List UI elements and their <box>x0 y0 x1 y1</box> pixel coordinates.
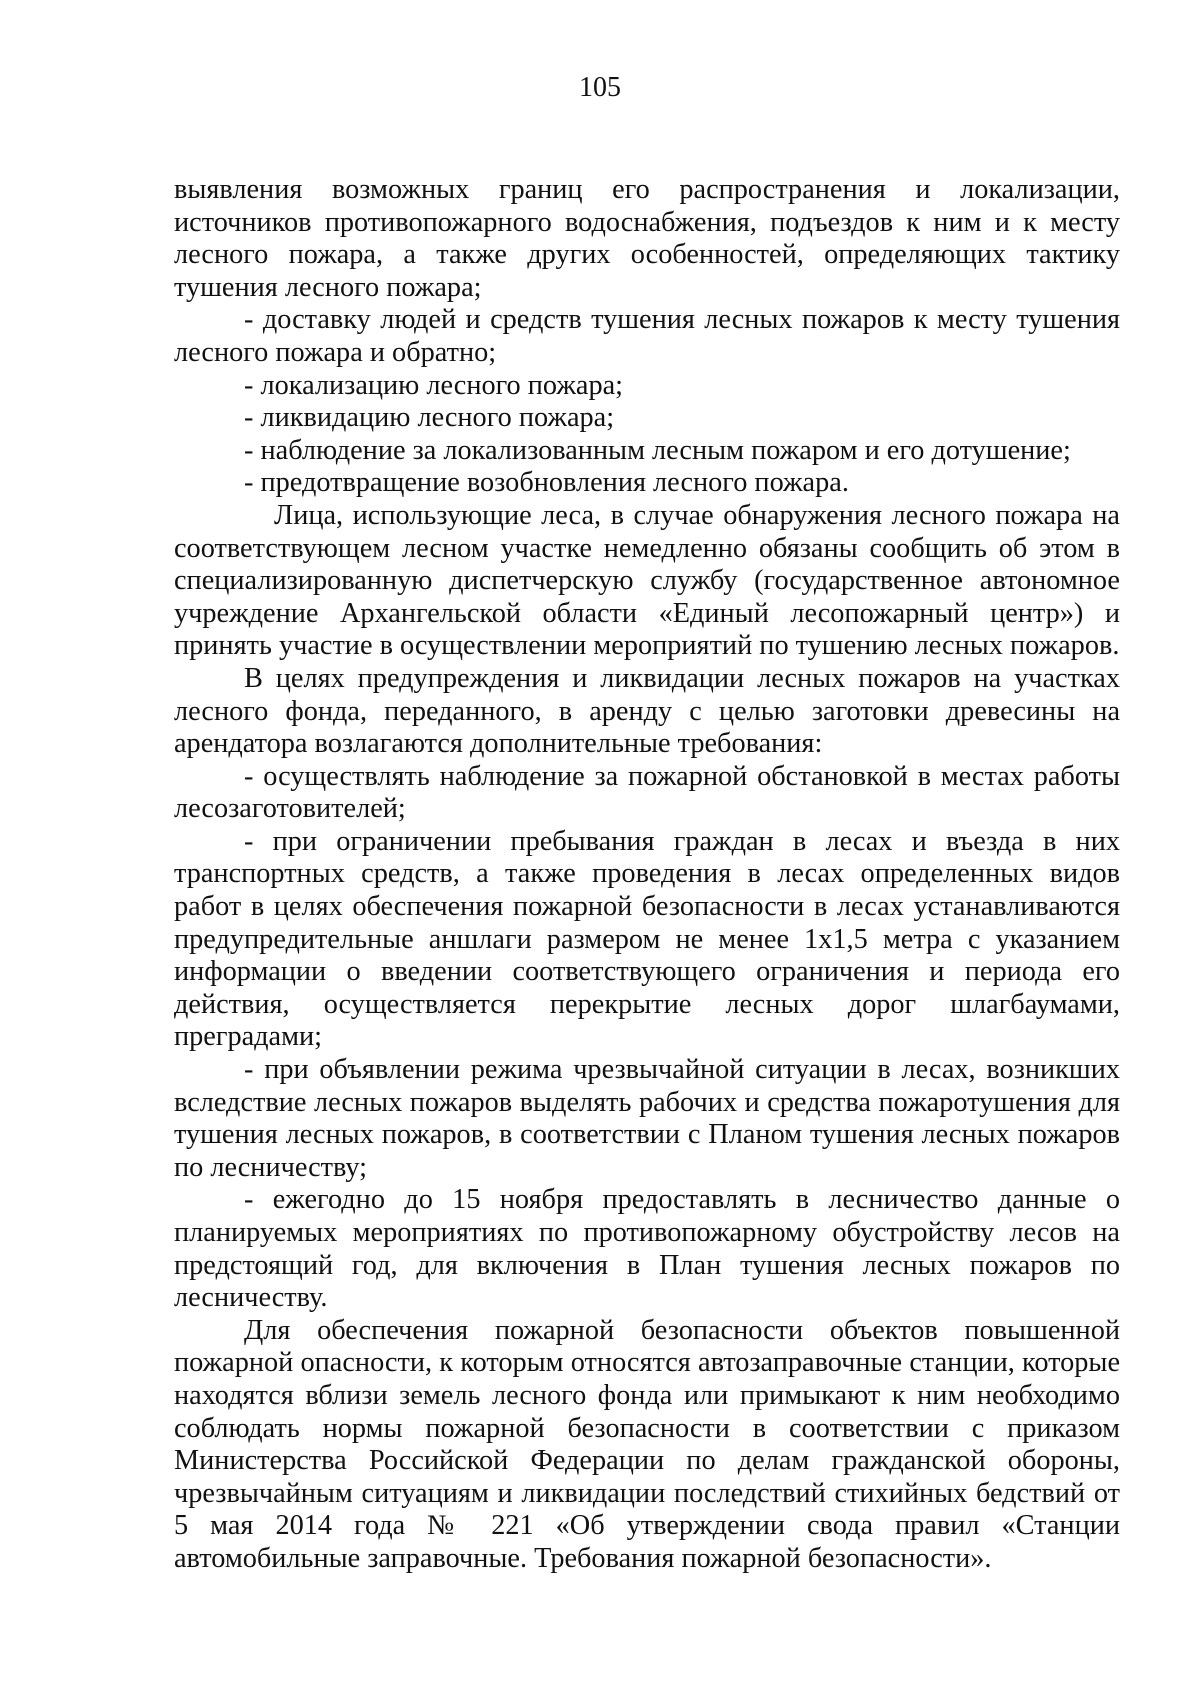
body-text <box>174 174 1120 1576</box>
list-item-prevention: - предотвращение возобновления лесного пожара. <box>244 467 849 499</box>
list-item-delivery: - доставку людей и средств тушения лесных пожаров к месту тушения лесного пожара и обратно; <box>174 304 1120 368</box>
list-item-emergency: - при объявлении режима чрезвычайной ситуации в лесах, возникших вследствие лесных пожаров выделять рабочих и средства пожаротушения для тушения лесных пожаров, в соответствии с Планом тушения лесных пожаров по лесничеству; <box>174 1054 1120 1183</box>
list-item-monitoring: - осуществлять наблюдение за пожарной обстановкой в местах работы лесозаготовителей; <box>174 760 1120 825</box>
list-item-liquidation: - ликвидацию лесного пожара; <box>244 402 615 434</box>
list-item-localization: - локализацию лесного пожара; <box>244 369 624 401</box>
page-number: 105 <box>579 72 621 103</box>
paragraph-forest-users: Лица, использующие леса, в случае обнаружения лесного пожара на соответствующем лесном участке немедленно обязаны сообщить об этом в специализированную диспетчерскую службу (государственное автономное учреждение Архангельской области «Единый лесопожарный центр») и принять участие в осуществлении мероприятий по тушению лесных пожаров. <box>174 499 1120 662</box>
paragraph-continuation: выявления возможных границ его распространения и локализации, источников противопожарного водоснабжения, подъездов к ним и к месту лесного пожара, а также других особенностей, определяющих тактику тушения лесного пожара; <box>174 174 1120 303</box>
list-item-observation: - наблюдение за локализованным лесным пожаром и его дотушение; <box>244 434 1071 466</box>
list-item-restrictions: - при ограничении пребывания граждан в лесах и въезда в них транспортных средств, а также проведения в лесах определенных видов работ в целях обеспечения пожарной безопасности в лесах устанавливаются предупредительные аншлаги размером не менее 1х1,5 метра с указанием информации о введении соответствующего ограничения и периода его действия, осуществляется перекрытие лесных дорог шлагбаумами, преградами; <box>174 825 1120 1053</box>
paragraph-lessee-requirements: В целях предупреждения и ликвидации лесных пожаров на участках лесного фонда, переданного, в аренду с целью заготовки древесины на арендатора возлагаются дополнительные требования: <box>174 662 1120 760</box>
list-item-annual-report: - ежегодно до 15 ноября предоставлять в лесничество данные о планируемых мероприятиях по противопожарному обустройству лесов на предстоящий год, для включения в План тушения лесных пожаров по лесничеству. <box>174 1184 1120 1314</box>
paragraph-fuel-stations: Для обеспечения пожарной безопасности объектов повышенной пожарной опасности, к которым относятся автозаправочные станции, которые находятся вблизи земель лесного фонда или примыкают к ним необходимо соблюдать нормы пожарной безопасности в соответствии с приказом Министерства Российской Федерации по делам гражданской обороны, чрезвычайным ситуациям и ликвидации последствий стихийных бедствий от 5 мая 2014 года № 221 «Об утверждении свода правил «Станции автомобильные заправочные. Требования пожарной безопасности». <box>174 1314 1120 1574</box>
